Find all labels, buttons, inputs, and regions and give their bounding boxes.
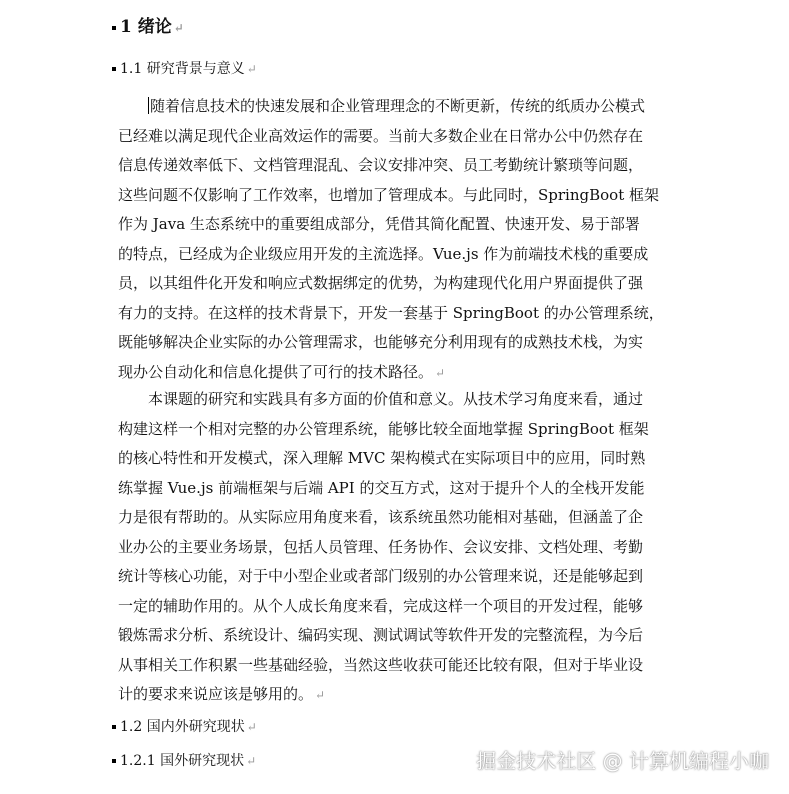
text-line: 计的要求来说应该是够用的。 ↵ — [118, 685, 326, 703]
heading-bullet — [112, 759, 116, 763]
paragraph-significance[interactable] — [118, 385, 674, 711]
paragraph-mark-icon: ↵ — [246, 720, 257, 734]
heading-bullet — [112, 67, 116, 71]
text-line: 既能够解决企业实际的办公管理需求，也能够充分利用现有的成熟技术栈，为实 — [118, 333, 644, 351]
text-line: 员，以其组件化开发和响应式数据绑定的优势，为构建现代化用户界面提供了强 — [118, 274, 644, 292]
text-line: 统计等核心功能，对于中小型企业或者部门级别的办公管理来说，还是能够起到 — [118, 567, 644, 585]
section-heading-1-1 — [112, 58, 257, 78]
text-line: 构建这样一个相对完整的办公管理系统，能够比较全面地掌握 SpringBoot 框架 — [118, 419, 649, 438]
text-line: 现办公自动化和信息化提供了可行的技术路径。 ↵ — [118, 362, 446, 381]
paragraph-mark-icon: ↵ — [315, 688, 326, 702]
paragraph-mark-icon: ↵ — [246, 62, 257, 76]
paragraph-mark-icon: ↵ — [435, 365, 446, 380]
paragraph-mark-icon: ↵ — [246, 754, 257, 768]
text-line: 锻炼需求分析、系统设计、编码实现、测试调试等软件开发的完整流程，为今后 — [118, 626, 644, 644]
heading-bullet — [112, 725, 116, 729]
text-line: 一定的辅助作用的。从个人成长角度来看，完成这样一个项目的开发过程，能够 — [118, 596, 644, 615]
text-line: 本课题的研究和实践具有多方面的价值和意义。从技术学习角度来看，通过 — [148, 390, 644, 408]
text-line: 力是很有帮助的。从实际应用角度来看，该系统虽然功能相对基础，但涵盖了企 — [118, 508, 644, 526]
paragraph-mark-icon: ↵ — [173, 21, 184, 35]
paragraph-background[interactable] — [118, 92, 674, 388]
watermark-text: 掘金技术社区 @ 计算机编程小咖 — [476, 749, 769, 773]
chapter-heading — [112, 12, 184, 37]
subsection-heading-1-2-1 — [112, 750, 256, 770]
section-title: 1.2 国内外研究现状 — [120, 719, 245, 735]
text-line: 的核心特性和开发模式，深入理解 MVC 架构模式在实际项目中的应用，同时熟 — [118, 449, 646, 467]
text-line: 这些问题不仅影响了工作效率，也增加了管理成本。与此同时，SpringBoot 框架 — [118, 185, 659, 204]
text-line: 的特点，已经成为企业级应用开发的主流选择。Vue.js 作为前端技术栈的重要成 — [118, 244, 649, 263]
subsection-title: 1.2.1 国外研究现状 — [120, 753, 245, 769]
text-cursor — [148, 97, 149, 114]
text-line: 练掌握 Vue.js 前端框架与后端 API 的交互方式，这对于提升个人的全栈开发能 — [118, 478, 645, 497]
text-line: 已经难以满足现代企业高效运作的需要。当前大多数企业在日常办公中仍然存在 — [118, 126, 644, 145]
text-line: 从事相关工作积累一些基础经验，当然这些收获可能还比较有限，但对于毕业设 — [118, 655, 644, 674]
text-line: 业办公的主要业务场景，包括人员管理、任务协作、会议安排、文档处理、考勤 — [118, 537, 644, 556]
chapter-title: 1 绪论 — [120, 17, 172, 37]
text-line: 有力的支持。在这样的技术背景下，开发一套基于 SpringBoot 的办公管理系统， — [118, 303, 664, 322]
text-line: 随着信息技术的快速发展和企业管理理念的不断更新，传统的纸质办公模式 — [150, 97, 646, 115]
section-title: 1.1 研究背景与意义 — [120, 61, 245, 77]
text-line: 作为 Java 生态系统中的重要组成部分，凭借其简化配置、快速开发、易于部署 — [118, 215, 640, 233]
section-heading-1-2 — [112, 716, 257, 736]
heading-bullet — [112, 26, 116, 30]
text-line: 信息传递效率低下、文档管理混乱、会议安排冲突、员工考勤统计繁琐等问题， — [118, 156, 644, 174]
